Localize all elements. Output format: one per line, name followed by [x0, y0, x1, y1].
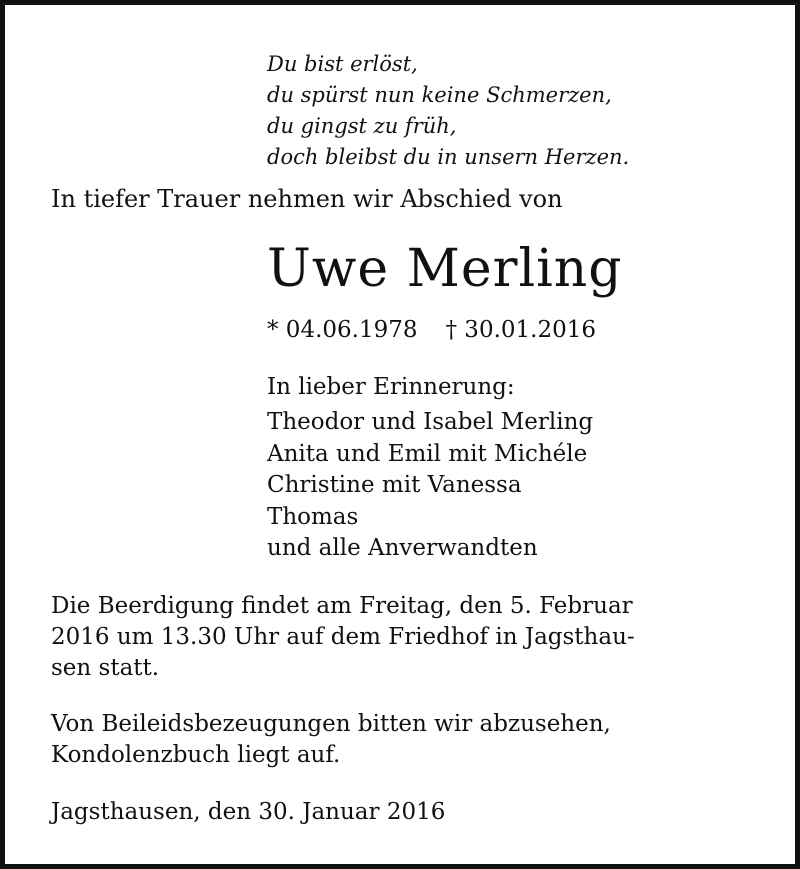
poem: [267, 49, 629, 173]
deceased-name: Uwe Merling: [267, 239, 623, 299]
mourner-line: und alle Anverwandten: [267, 535, 538, 561]
life-dates: [267, 314, 596, 346]
poem-line: doch bleibst du in unsern Herzen.: [267, 145, 630, 169]
funeral-notice: [51, 591, 635, 684]
memory-heading: In lieber Erinnerung:: [267, 374, 515, 400]
place-and-date: Jagsthausen, den 30. Januar 2016: [51, 799, 446, 825]
mourner-line: Thomas: [267, 503, 359, 530]
birth-date: * 04.06.1978: [267, 317, 418, 343]
poem-line: Du bist erlöst,: [267, 52, 418, 76]
condolence-notice: [51, 709, 611, 771]
death-date: † 30.01.2016: [445, 317, 596, 343]
poem-line: du gingst zu früh,: [267, 114, 457, 138]
condolence-line: Kondolenzbuch liegt auf.: [51, 742, 341, 768]
funeral-line: sen statt.: [51, 655, 160, 681]
mourner-line: Theodor und Isabel Merling: [267, 409, 594, 435]
intro-text: In tiefer Trauer nehmen wir Abschied von: [51, 185, 563, 213]
poem-line: du spürst nun keine Schmerzen,: [267, 83, 612, 107]
mourner-line: Anita und Emil mit Michéle: [267, 440, 588, 467]
mourners-list: [267, 407, 593, 565]
funeral-line: Die Beerdigung findet am Freitag, den 5. Februar: [51, 593, 633, 619]
mourner-line: Christine mit Vanessa: [267, 472, 522, 498]
condolence-line: Von Beileidsbezeugungen bitten wir abzusehen,: [51, 711, 611, 737]
funeral-line: 2016 um 13.30 Uhr auf dem Friedhof in Jagsthau-: [51, 624, 635, 650]
